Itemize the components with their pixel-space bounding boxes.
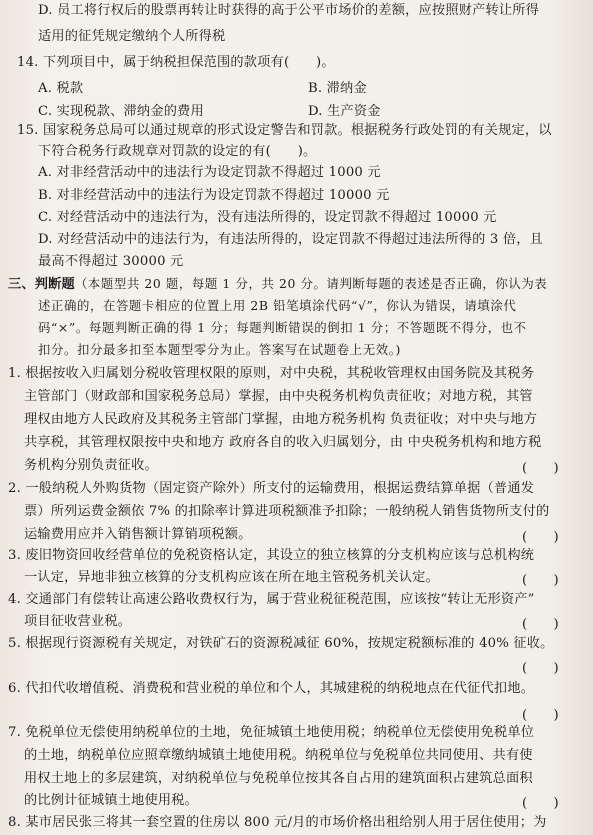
q15-option-c: C. 对经营活动中的违法行为，没有违法所得的，设定罚款不得超过 10000 元 (38, 210, 497, 225)
j4-line1: 4. 交通部门有偿转让高速公路收费权行为，属于营业税征税范围，应该按“转让无形资产” (8, 592, 535, 607)
j1-answer-paren: ( ) (522, 461, 559, 476)
j2-line1: 2. 一般纳税人外购货物（固定资产除外）所支付的运输费用，根据运费结算单据（普通发 (8, 481, 535, 496)
j3-line2: 一认定，异地非独立核算的分支机构应该在所在地主管税务机关认定。 (24, 570, 440, 585)
j7-line1: 7. 免税单位无偿使用纳税单位的土地，免征城镇土地使用税；纳税单位无偿使用免税单位 (8, 725, 535, 740)
q13-option-d-line2: 适用的征凭规定缴纳个人所得税 (38, 29, 226, 44)
section3-title: 三、判断题 (8, 277, 75, 292)
q13-option-d-line1: D. 员工将行权后的股票再转让时获得的高于公平市场价的差额，应按照财产转让所得 (38, 3, 540, 18)
j4-answer-paren: ( ) (522, 617, 559, 632)
section3-instructions-line1: （本题型共 20 题，每题 1 分，共 20 分。请判断每题的表述是否正确，你认为表 (74, 276, 548, 291)
q14-option-a: A. 税款 (38, 81, 84, 96)
j5-answer-paren: ( ) (522, 661, 559, 676)
j4-line2: 项目征收营业税。 (24, 614, 132, 629)
q15-option-a: A. 对非经营活动中的违法行为设定罚款不得超过 1000 元 (38, 165, 381, 180)
j5-line1: 5. 根据现行资源税有关规定，对铁矿石的资源税减征 60%，按规定税额标准的 40% 征收。 (8, 636, 554, 651)
j6-line1: 6. 代扣代收增值税、消费税和营业税的单位和个人，其城建税的纳税地点在代征代扣地。 (8, 681, 535, 696)
j3-answer-paren: ( ) (522, 573, 559, 588)
q15-option-d-line2: 最高不得超过 30000 元 (38, 254, 184, 269)
q15-option-b: B. 对非经营活动中的违法行为设定罚款不得超过 10000 元 (38, 188, 390, 203)
section3-instructions-line2: 述正确的，在答题卡相应的位置上用 2B 铅笔填涂代码“√”，你认为错误，请填涂代 (38, 298, 517, 313)
j2-line2: 票）所列运费金额依 7% 的扣除率计算进项税额准予扣除；一般纳税人销售货物所支付的 (24, 504, 550, 519)
j7-answer-paren: ( ) (522, 796, 559, 811)
q15-stem-line1: 15. 国家税务总局可以通过规章的形式设定警告和罚款。根据税务行政处罚的有关规定，以 (17, 123, 552, 138)
j2-line3: 运输费用应并入销售额计算销项税额。 (24, 527, 252, 542)
j2-answer-paren: ( ) (522, 530, 559, 545)
j7-line2: 的土地，纳税单位应照章缴纳城镇土地使用税。纳税单位与免税单位共同使用、共有使 (24, 748, 533, 763)
q14-option-d: D. 生产资金 (308, 104, 381, 119)
j1-line4: 共享税，其管理权限按中央和地方 政府各自的收入归属划分，由 中央税务机构和地方税 (24, 435, 542, 450)
j3-line1: 3. 废旧物资回收经营单位的免税资格认定，其设立的独立核算的分支机构应该与总机构统 (8, 548, 535, 563)
j7-line4: 的比例计征城镇土地使用税。 (24, 793, 199, 808)
j6-answer-paren: ( ) (522, 708, 559, 723)
q14-option-c: C. 实现税款、滞纳金的费用 (38, 104, 204, 119)
section3-instructions-line3: 码“×”。每题判断正确的得 1 分；每题判断错误的倒扣 1 分；不答题既不得分，也不 (38, 320, 527, 335)
q15-stem-line2: 下符合税务行政规章对罚款的设定的有( )。 (38, 144, 317, 159)
section3-heading-row (8, 275, 547, 294)
j1-line3: 理权由地方人民政府及其税务主管部门掌握，由地方税务机构 负责征收；对中央与地方 (24, 412, 538, 427)
section3-instructions-line4: 扣分。扣分最多扣至本题型零分为止。答案写在试题卷上无效。) (38, 342, 401, 357)
j1-line2: 主管部门（财政部和国家税务总局）掌握，由中央税务机构负责征收；对地方税，其管 (24, 389, 533, 404)
j1-line1: 1. 根据按收入归属划分税收管理权限的原则，对中央税，其税收管理权由国务院及其税务 (8, 366, 535, 381)
j7-line3: 用权土地上的多层建筑，对纳税单位与免税单位按其各自占用的建筑面积占建筑总面积 (24, 771, 533, 786)
q14-option-b: B. 滞纳金 (308, 81, 367, 96)
q15-option-d-line1: D. 对经营活动中的违法行为，有违法所得的，设定罚款不得超过违法所得的 3 倍，且 (38, 232, 544, 247)
j8-line1: 8. 某市居民张三将其一套空置的住房以 800 元/月的市场价格出租给别人用于居住使用；为 (8, 815, 547, 830)
j1-line5: 务机构分别负责征收。 (24, 458, 158, 473)
q14-stem: 14. 下列项目中，属于纳税担保范围的款项有( )。 (17, 55, 335, 70)
